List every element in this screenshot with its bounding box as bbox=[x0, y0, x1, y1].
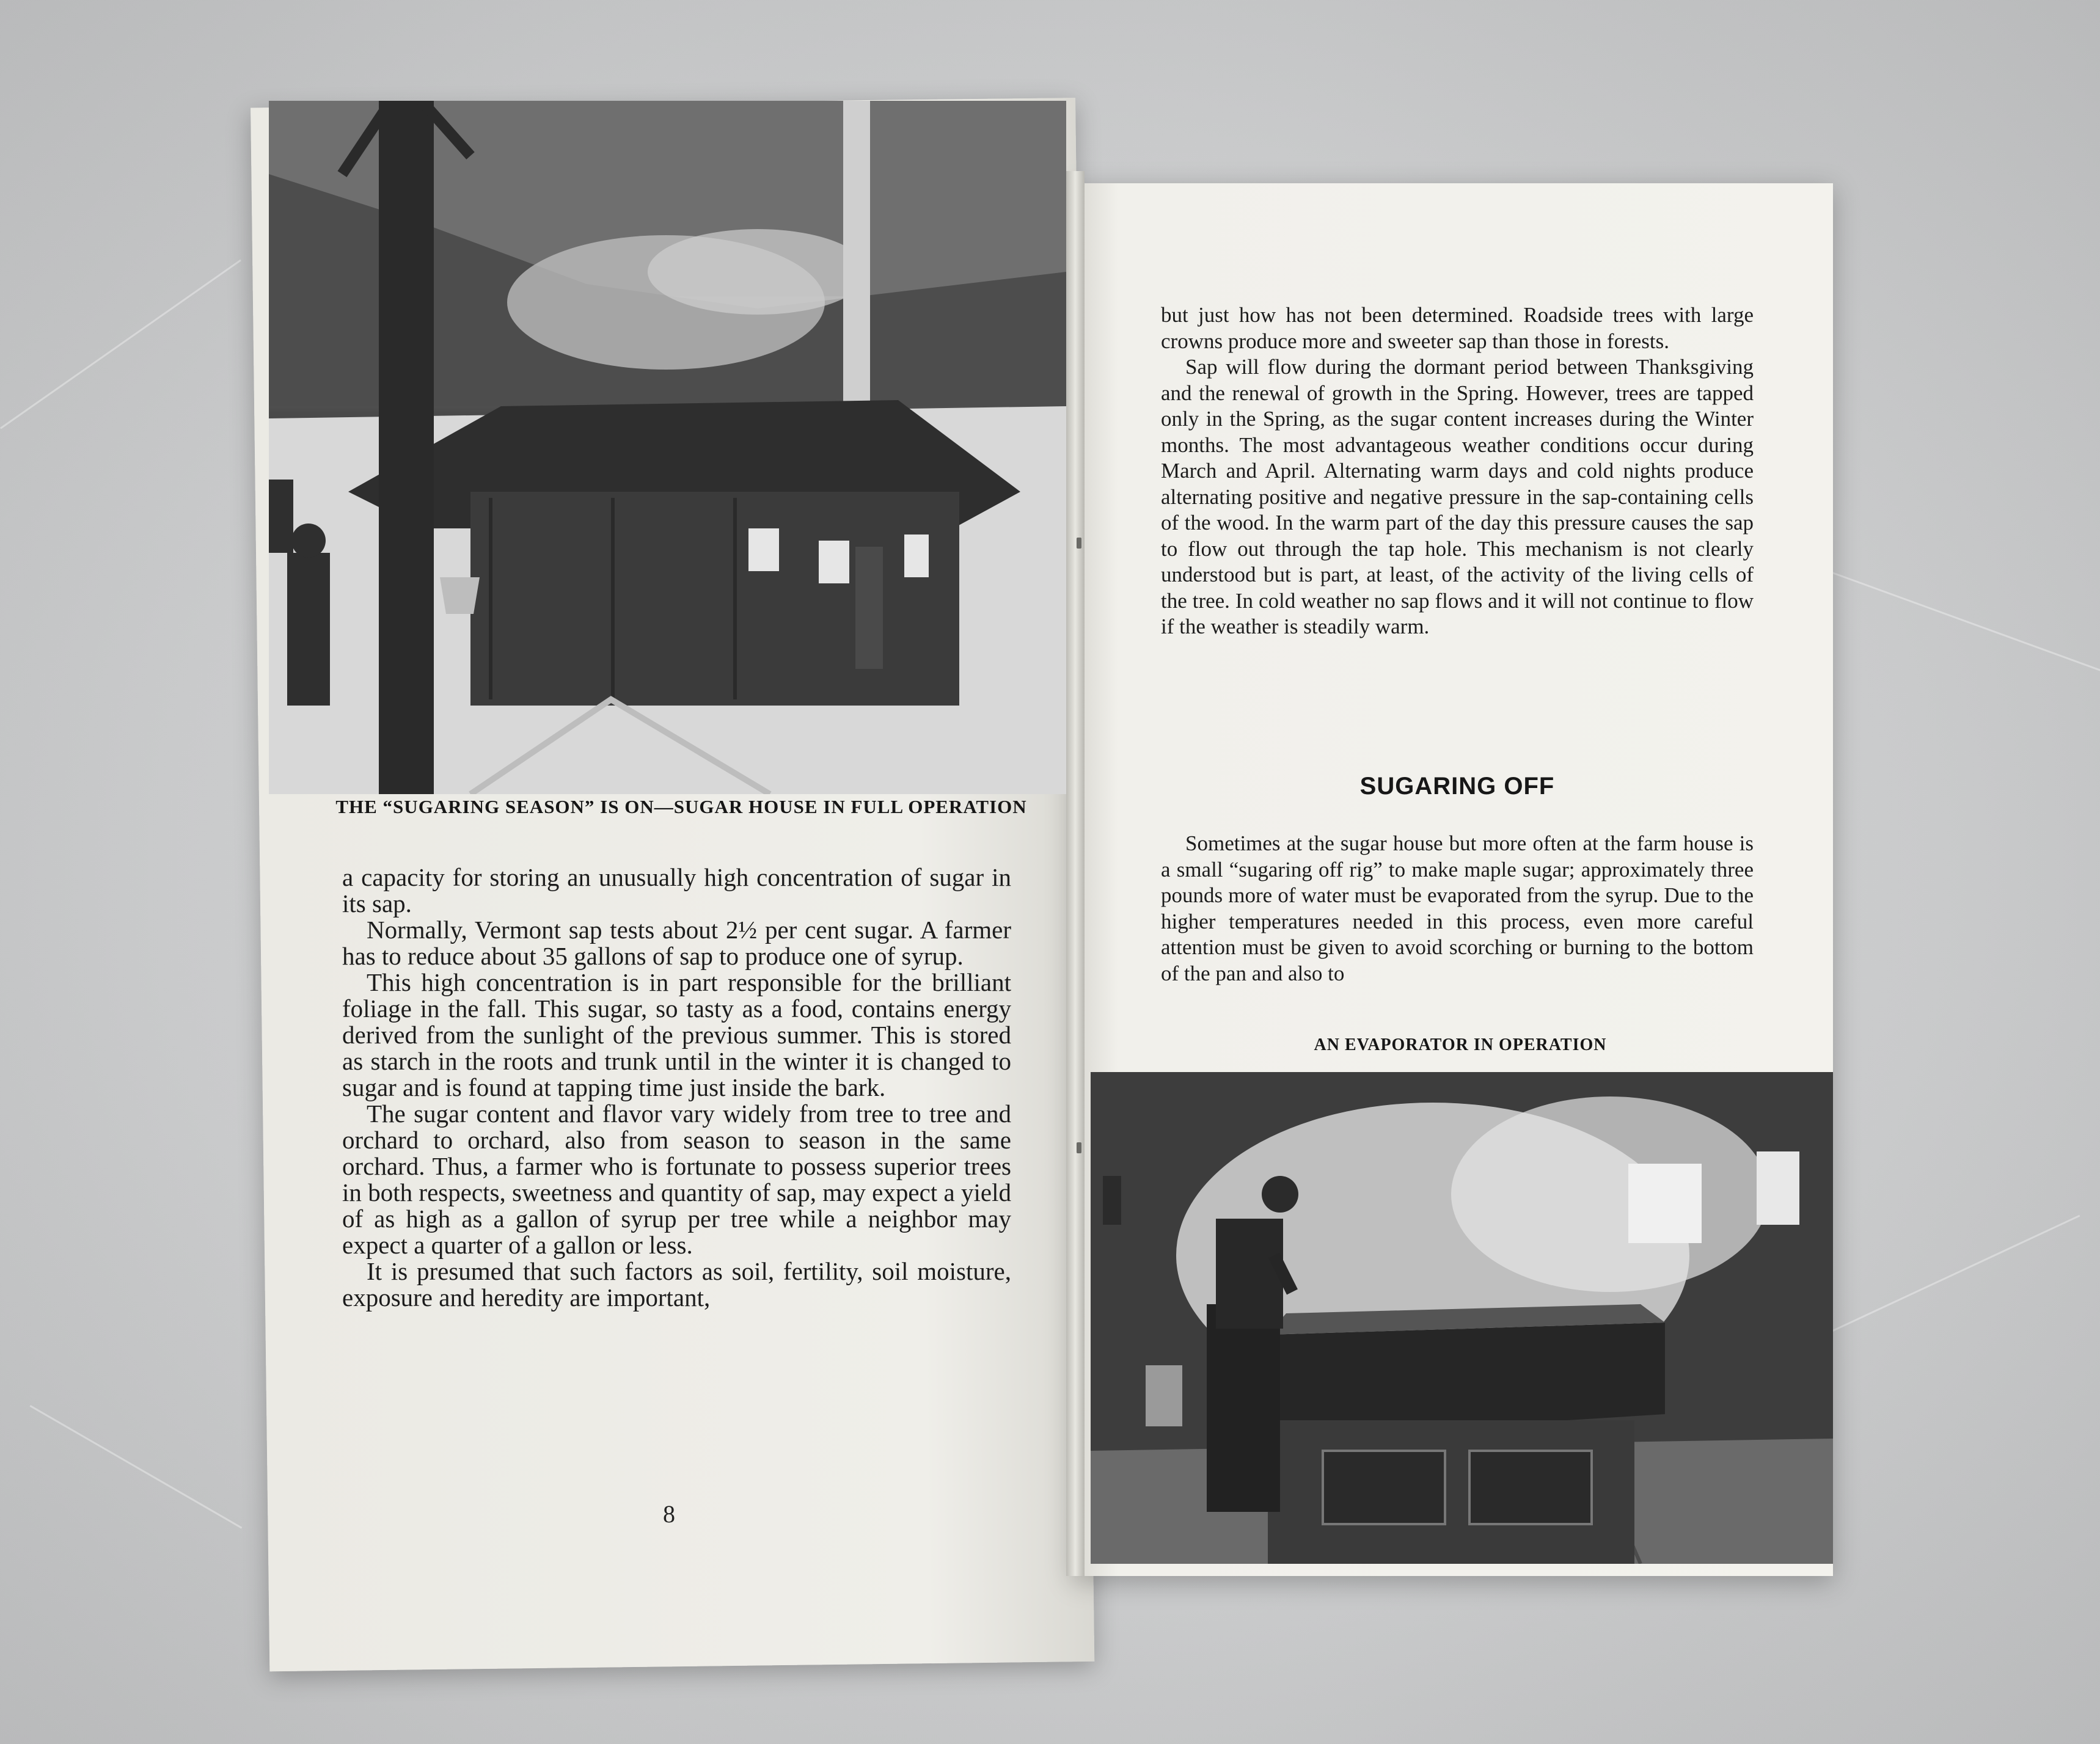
paragraph: The sugar content and flavor vary widely from tree to tree and orchard to orchard, also from season to season in the same orchard. Thus, a farmer who is fortunate to possess superior trees in both respects, sweetness and quantity of sap, may expect a yield of as high as a gallon of syrup per tree while a neighbor may expect a quarter of a gallon or less. bbox=[342, 1100, 1011, 1259]
right-page-body bbox=[1161, 302, 1754, 640]
paragraph: This high concentration is in part responsible for the brilliant foliage in the fall. This sugar, so tasty as a food, contains energy derived from the sunlight of the previous summer. This is stored as starch in the roots and trunk until in the winter it is changed to sugar and is found at tapping time just inside the bark. bbox=[342, 968, 1011, 1101]
paragraph: Sap will flow during the dormant period between Thanksgiving and the renewal of growth in the Spring. However, trees are tapped only in the Spring, as the sugar content increases during the Winter months. The most advantageous weather conditions occur during March and April. Alternating warm days and cold nights produce alternating positive and negative pressure in the sap-containing cells of the wood. In the warm part of the day this pressure causes the sap to flow out through the tap hole. This mechanism is not clearly understood but is part, at least, of the activity of the living cells of the tree. In cold weather no sap flows and it will not continue to flow if the weather is steadily warm. bbox=[1161, 355, 1754, 638]
paragraph: but just how has not been determined. Roadside trees with large crowns produce more and sweeter sap than those in forests. bbox=[1161, 303, 1754, 353]
evaporator-illustration bbox=[1091, 1072, 1833, 1564]
bottom-photo-caption: AN EVAPORATOR IN OPERATION bbox=[1314, 1035, 1607, 1054]
staple bbox=[1077, 1142, 1081, 1153]
booklet-spine bbox=[1066, 171, 1085, 1576]
staple bbox=[1077, 538, 1081, 549]
evaporator-photo bbox=[1091, 1072, 1833, 1564]
table-texture-line bbox=[0, 260, 241, 429]
sugar-house-photo bbox=[269, 101, 1066, 794]
paragraph: Normally, Vermont sap tests about 2½ per cent sugar. A farmer has to reduce about 35 gallons of sap to produce one of syrup. bbox=[342, 916, 1011, 970]
section-heading: SUGARING OFF bbox=[1359, 773, 1555, 800]
sugar-house-illustration bbox=[269, 101, 1066, 794]
paragraph: It is presumed that such factors as soil, fertility, soil moisture, exposure and heredity are important, bbox=[342, 1257, 1011, 1312]
paragraph: a capacity for storing an unusually high concentration of sugar in its sap. bbox=[342, 863, 1011, 918]
top-photo-caption: THE “SUGARING SEASON” IS ON—SUGAR HOUSE IN FULL OPERATION bbox=[335, 796, 1027, 817]
left-page-body bbox=[342, 864, 1011, 1311]
page-number: 8 bbox=[663, 1500, 675, 1528]
right-page-body-2 bbox=[1161, 831, 1754, 987]
table-texture-line bbox=[1802, 1215, 2080, 1346]
paragraph: Sometimes at the sugar house but more often at the farm house is a small “sugaring off rig” to make maple sugar; approximately three pounds more of water must be evaporated from the syrup. Due to the higher temperatures needed in this process, even more careful attention must be given to avoid scorching or burning to the bottom of the pan and also to bbox=[1161, 831, 1754, 985]
table-texture-line bbox=[30, 1405, 243, 1529]
